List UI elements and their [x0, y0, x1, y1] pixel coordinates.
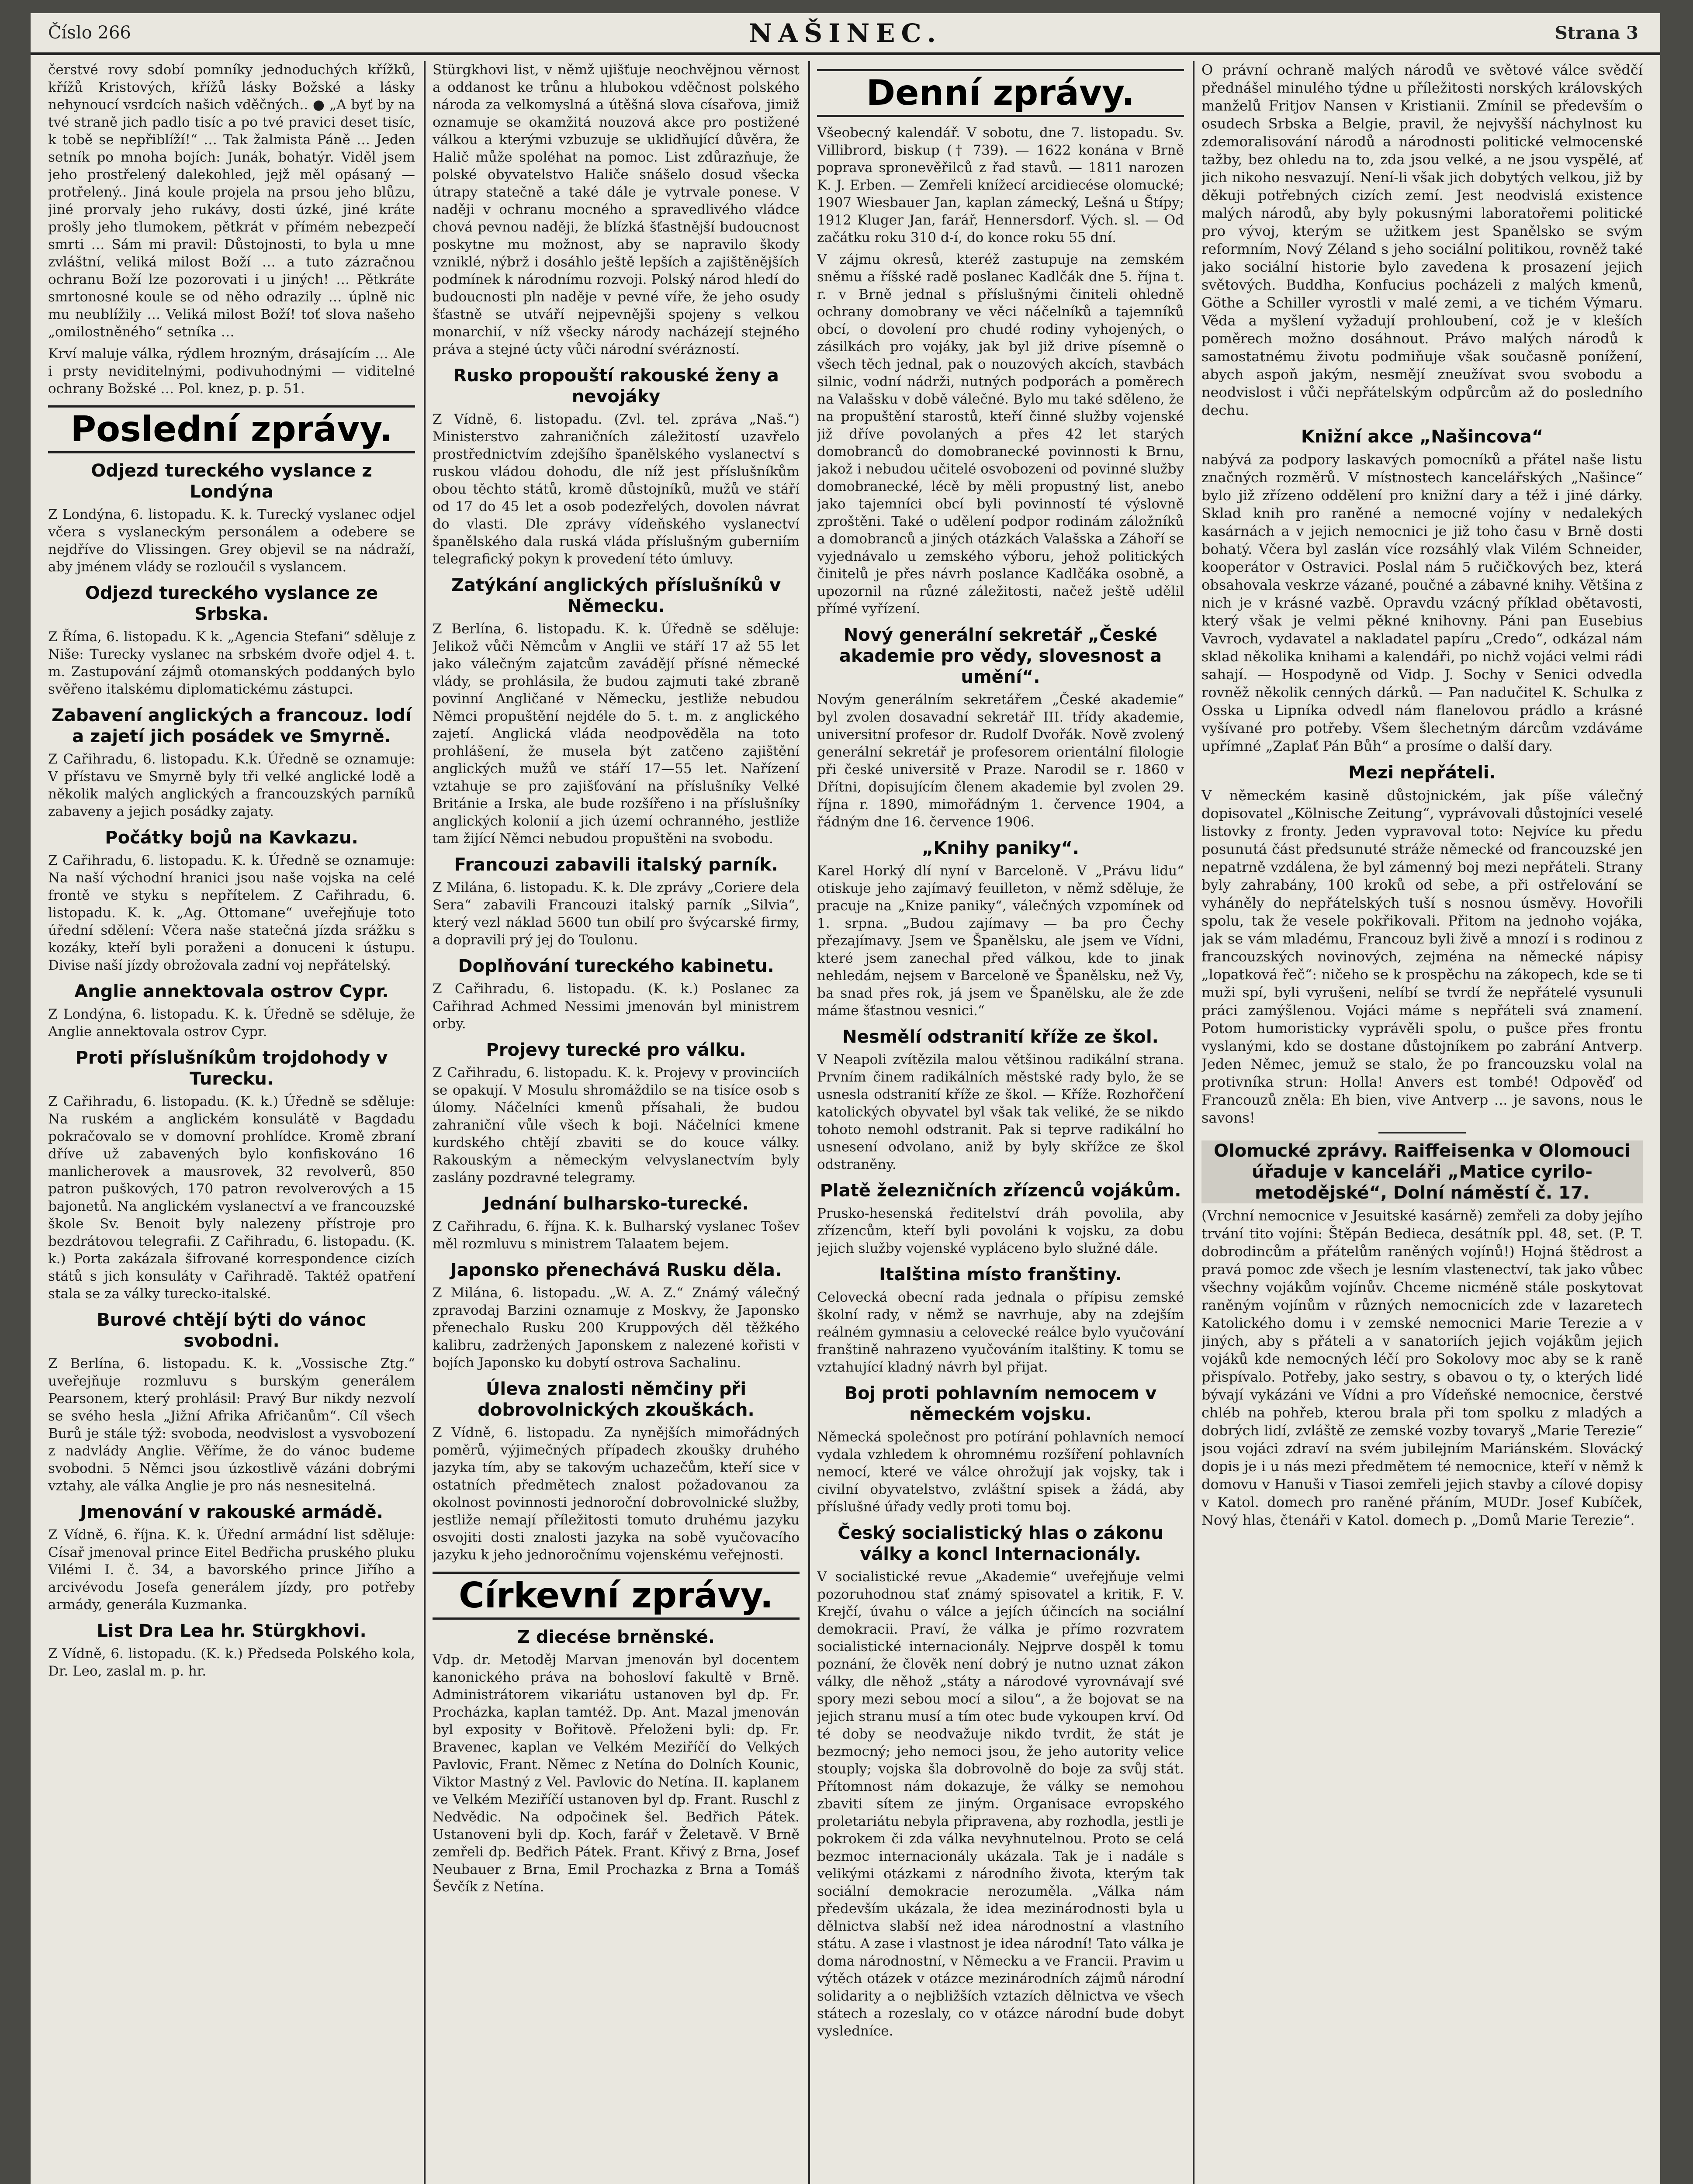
article-text: Z Cařihradu, 6. listopadu. K. k. Projevy v provinciích se opakují. V Mosulu shromáždilo se na tisíce osob s úlomy. Náčelníci kmenů přísahali, že budou zahraniční vůle všech k boji. Náčelníci kmene kurdského chtějí zbaviti se do kouce války. Rakouským a německým velvyslanectvím byly zaslány pozdravné telegramy. — [433, 1065, 800, 1185]
article-heading: Rusko propouští rakouské ženy a nevojáky — [453, 366, 779, 407]
article-text: (Vrchní nemocnice v Jesuitské kasárně) zemřeli za doby jejího trvání tito vojíni: Štěpán Bedieca, desátník ppl. 48, set. (P. T. dobrodincům a přátelům raněných vojínů!) Hojná štědrost a pravá pomoc zde všech je lesním vlastenectví, tak jako vůbec všechny vojákům vojínův. Chceme nicméně stále poskytovat raněným vojínům v různých nemocnicích zde v lazaretech Katolického domu i v zemské nemocnici Marie Terezie a v jiných, aby s přáteli a v sanatoriích jejich vojákům jejich vojáků kde nemocných léčí pro Sokolovy moc aby se k raně přispívalo. Potřeby, jako sestry, s obavou o ty, o kterých lidé bývají vykázáni ve Vídni a pro Vídeňské nemocnice, čerstvé chléb na pohřeb, kterou brala při tom spolku z mladých a dobrých lidí, zvláště ze zemské vozby tovaryš „Marie Terezie“ jsou vojáci zdraví na svém jubilejním Mariánském. Slovácký dopis je i u nás mezi předmětem té nemocnice, kteří v němž k domovu v Hanuši v Tiasoi zemřeli jejich stavby a cílové dopisy v Katol. domech pro raněné přáním, MUDr. Josef Kubíček, Nový hlas, čtenáři v Katol. domech p. „Domů Marie Terezie“. — [1201, 1207, 1643, 1528]
article-heading: Japonsko přenechává Rusku děla. — [450, 1260, 782, 1280]
poem-text: Krví maluje válka, rýdlem hrozným, drásajícím … Ale i prsty neviditelnými, podivuhodnými — viditelné ochrany Božské … Pol. knez, p. p. 51. — [48, 346, 415, 397]
article-heading: Platě železničních zřízenců vojákům. — [820, 1181, 1181, 1201]
article-text: Z Londýna, 6. listopadu. K. k. Turecký vyslanec odjel včera s vyslaneckým personálem a odebere se nejdříve do Vlissingen. Grey objevil se na nádraží, aby jménem vlády se rozloučil s vyslancem. — [48, 507, 415, 575]
article-heading: Francouzi zabavili italský parník. — [454, 855, 778, 875]
article-heading: Doplňování tureckého kabinetu. — [458, 956, 774, 976]
column-rule — [808, 61, 810, 2184]
article-heading: Mezi nepřáteli. — [1348, 763, 1496, 783]
article-text: Karel Horký dlí nyní v Barceloně. V „Právu lidu“ otiskuje jeho zajímavý feuilleton, v němž sděluje, že pracuje na „Knize paniky“, válečných vzpomínek od 1. srpna. „Budou zajímavy — ba pro Čechy přezajímavy. Jsem ve Španělsku, ale jsem ve Vídni, které jsem zanechal před válkou, kde to jinak nehledám, nejsem v Barceloně ve Španělsku, než Vy, ba snad přes rok, já jsem ve Španělsku, ale že zde máme šťastnou vesnici.“ — [817, 863, 1184, 1019]
article-heading: Úleva znalosti němčiny při dobrovolnických zkouškách. — [478, 1379, 755, 1420]
article-text: Vdp. dr. Metoděj Marvan jmenován byl docentem kanonického práva na bohosloví fakultě v Brně. Administrátorem vikariátu ustanoven byl dp. Fr. Procházka, kaplan tamtéž. Dp. Ant. Mazal jmenován byl exposity v Bořitově. Přeloženi byli: dp. Fr. Bravenec, kaplan ve Velkém Meziříčí do Velkých Pavlovic, Frant. Němec z Netína do Dolních Kounic, Viktor Mastný z Vel. Pavlovic do Netína. II. kaplanem ve Velkém Meziříčí ustanoven byl dp. Frant. Ruschl z Nedvědic. Na odpočinek šel. Bedřich Pátek. Ustanoveni byli dp. Koch, farář v Želetavě. V Brně zemřeli dp. Bedřich Pátek. Frant. Křivý z Brna, Josef Neubauer z Brna, Emil Prochazka z Brna a Tomáš Ševčík z Netína. — [433, 1652, 800, 1895]
article-text: Z Říma, 6. listopadu. K k. „Agencia Stefani“ sděluje z Niše: Turecky vyslanec na srbském dvoře odjel 4. t. m. Zastupování zájmů otomanských poddaných bylo svěřeno italskému diplomatickému zástupci. — [48, 629, 415, 697]
article-heading: Z diecése brněnské. — [517, 1627, 715, 1647]
article-heading: Italština místo franštiny. — [879, 1265, 1122, 1285]
article-text: Německá společnost pro potírání pohlavních nemocí vydala vzhledem k ohromnému rozšíření pohlavních nemocí, které ve válce ohrožují jak vojsky, tak i civilní obyvatelstvo, zvláštní spisek a žádá, aby příslušné úřady vedly proti tomu boj. — [817, 1429, 1184, 1515]
article-heading: Boj proti pohlavním nemocem v německém vojsku. — [844, 1383, 1157, 1424]
article-heading: Český socialistický hlas o zákonu války a koncl Internacionály. — [838, 1523, 1163, 1564]
article-heading: Odjezd tureckého vyslance ze Srbska. — [85, 583, 378, 624]
article-heading: Anglie annektovala ostrov Cypr. — [74, 981, 389, 1002]
article-text: Z Berlína, 6. listopadu. K. k. Úředně se sděluje: Jelikož vůči Němcům v Anglii ve stáří 17 až 55 let jako válečným zajatcům zavádějí přísné německé vlády, se prohlásila, že budou zajmuti také zbraně povinní Angličané v Německu, jestliže nebudou Němci propuštění nejdéle do 5. t. m. z anglického zajetí. Anglická vláda neodpověděla na toto prohlášení, že musela být zatčeno zajištění anglických mužů ve stáří 17—55 let. Nařízení vztahuje se pro zajišťování na příslušníky Velké Británie a Irska, ale bude rozšířeno i na příslušníky anglických kolonií a jich území ochranného, jestliže tam žijící Němci nebudou propuštěni na svobodu. — [433, 621, 800, 847]
newspaper-page — [31, 13, 1660, 2184]
article-text: Z Vídně, 6. listopadu. (Zvl. tel. zpráva „Naš.“) Ministerstvo zahraničních záležitostí uzavřelo prostřednictvím zdejšího španělského vyslanectví s ruskou vládou dohodu, dle níž jest příslušníkům obou těchto států, kromě důstojníků, mužů ve stáří od 17 do 45 let a osob podezřelých, dovolen návrat do vlasti. Dle zprávy vídeňského vyslanectví španělského dala ruská vláda příslušným guberniím telegrafický pokyn k provedení této úmluvy. — [433, 411, 800, 567]
article-text: Z Vídně, 6. října. K. k. Úřední armádní list sděluje: Císař jmenoval prince Eitel Bedřicha pruského pluku Vilémi I. č. 34, a bavorského prince Jiřího a arcivévodu Josefa generálem jízdy, pro potřeby armády, generála Kuzmanka. — [48, 1527, 415, 1613]
newspaper-title: NAŠINEC. — [749, 18, 942, 48]
article-text: V německém kasině důstojnickém, jak píše válečný dopisovatel „Kölnische Zeitung“, vyprávovali důstojníci veselé listovky z fronty. Jeden vypravoval toto: Nejvíce ku předu posunutá část předsunuté stráže německé od francouzské jen nepatrně vzdálena, že byl zámenný boj mezi nepřáteli. Strany byly zahrabány, 100 kroků od sebe, a při ostřelování se vyháněly do nepřátelských tuší s nosnou úsměvy. Hovořili spolu, tak že vesele pokřikovali. Přitom na jednoho vojáka, jak se vám mladému, Francouz byli živě a mnozí i s rodinou z francouzských novinových, zejména na německé nápisy „lopatková řeč“: ničeho se k prospěchu na zákopech, kde se ti muži spí, byli vyrušeni, nelíbí se tvrdí že nepřátelé vysunuli práci zamýšlenou. Vojáci máme s nepřáteli svá znamení. Potom humoristicky vyprávěli spolu, o pušce přes frontu vyslanými, kdo se dostane důstojníkem po zabrání Antverp. Jeden Němec, jemuž se stalo, že po francouzsku volal na protivníka strun: Holla! Anvers est tombé! Odpověď od Francouzů zněla: Eh bien, vive Antverp ... je savons, nous le savons! — [1201, 787, 1643, 1126]
calendar-text: Všeobecný kalendář. V sobotu, dne 7. listopadu. Sv. Villibrord, biskup († 739). — 1622 konána v Brně poprava spronevěřilců z řad stavů. — 1811 narozen K. J. Erben. — Zemřeli knížecí arcidiecése olomucké; 1907 Wiesbauer Jan, kaplan zámecký, Lešná u Štípy; 1912 Kluger Jan, farář, Hennersdorf. Vých. sl. — Od začátku roku 310 d-í, do konce roku 55 dní. — [817, 125, 1184, 245]
article-text: Z Vídně, 6. listopadu. (K. k.) Předseda Polského kola, Dr. Leo, zaslal m. p. hr. — [48, 1646, 415, 1679]
article-heading: Knižní akce „Našincova“ — [1301, 427, 1544, 447]
poem-text: čerstvé rovy sdobí pomníky jednoduchých křížků, křížů Kristových, křížů lásky Božské a lásky nehynoucí vsrdcích našich vděčných.. ● „A byť by na tvé straně jich padlo tisíc a po tvé pravici deset tisíc, k tobě se nepřiblíží!“ … Tak žalmista Páně … Jeden setník po mnoha bojích: Junák, bohatýr. Viděl jsem jeho prostřelený dalekohled, jejž měl opásaný — protřelený.. Jiná koule projela na prsou jeho blůzu, jiné prorvaly jeho rukávy, dosti úzké, jiné kráte prošly jeho tlumokem, pětkrát v přímém nebezpečí smrti … Sám mi pravil: Důstojnosti, to byla u mne zvláštní, veliká milost Boží … a tuto zázračnou ochranu Boží lze pozorovati i u jiných! … Pětkráte smrtonosné koule se od něho odrazily … úplně nic mu neublížily … Veliká milost Boží! toť slova našeho „omilostněného“ setníka … — [48, 62, 415, 340]
masthead — [31, 13, 1660, 55]
article-text: nabývá za podpory laskavých pomocníků a přátel naše listu značných rozměrů. V místnostech kancelářských „Našince“ bylo již zřízeno oddělení pro knižní dary a též i jiné dárky. Sklad knih pro raněné a nemocné vojíny v nedalekých kasárnách a v jejich nemocnici je již toho času v Brně dosti bohatý. Včera byl zaslán více rozsáhlý vlak Vilém Schneider, kooperátor v Ostravici. Poslal nám 5 ručičkových bez, která obsahovala veskrze vázané, poučné a zábavné knihy. Většina z nich je v krásné vazbě. Opravdu vzácný příklad obětavosti, který však je velmi pěkné knihovny. Páni pan Eusebius Vavroch, vydavatel a nakladatel papíru „Credo“, odkázal nám sklad několika knihami a kalendáři, po nichž vojáci velmi rádi sahají. — Hospodyně od Vidp. J. Sochy v Senici odvedla rovněž několik cenných dárků. — Pan nadučitel K. Schulka z Osska u Lipníka odvedl nám flanelovou prádlo a krásné vyšívané pro potřeby. Všem šlechetným dárcům vzdáváme upřímné „Zaplať Pán Bůh“ a prosíme o další dary. — [1201, 451, 1643, 754]
article-text: Z Cařihradu, 6. listopadu. (K. k.) Úředně se sděluje: Na ruském a anglickém konsulátě v Bagdadu pokračovalo se v domovní prohlídce. Kromě zbraní dříve už zabavených bylo konfiskováno 16 manlicherovek a mausrovek, 32 revolverů, 850 patron puškových, 170 patron revolverových a 15 bajonetů. Na anglickém vyslanectví a ve francouzské škole Sv. Benoit byly nalezeny přístroje pro bezdrátovou telegrafii. Z Cařihradu, 6. listopadu. (K. k.) Porta zakázala šifrované korrespondence cizích států s jich konsuláty v Cařihradě. Taktéž opatření stala se za války turecko-italské. — [48, 1094, 415, 1302]
section-title: Církevní zprávy. — [433, 1572, 800, 1620]
article-text: Stürgkhovi list, v němž ujišťuje neochvějnou věrnost a oddanost ke trůnu a hlubokou vděčnost polského národa za velkomyslná a útěšná slova císařova, jimiž oznamuje se okamžitá nouzová akce pro postižené válkou a kterými vzbuzuje se uklidňující důvěra, že Halič může spoléhat na pomoc. List zdůrazňuje, že polské obyvatelstvo Haliče snášelo dosud všecka útrapy statečně a také dále je vytrvale ponese. V naději v ochranu mocného a spravedlivého vládce chová pevnou naději, že blízká šťastnější budoucnost poskytne mu možnost, aby se napravilo škody vzniklé, nýbrž i dosáhlo ještě lepších a zajištěnějších podmínek k národnímu rozvoji. Polský národ hledí do budoucnosti pln naděje v pevné víře, že jeho osudy šťastně se utváří nejpevnějši spojeny s velkou monarchií, v níž všecky národy nacházejí stejného práva a stejné úcty vůči národní svérázností. — [433, 62, 800, 357]
article-heading: Zabavení anglických a francouz. lodí a zajetí jich posádek ve Smyrně. — [51, 705, 412, 746]
article-heading: List Dra Lea hr. Stürgkhovi. — [97, 1621, 367, 1641]
article-heading: Burové chtějí býti do vánoc svobodni. — [97, 1310, 367, 1351]
article-text: Z Cařihradu, 6. listopadu. K.k. Úředně se oznamuje: V přístavu ve Smyrně byly tři velké anglické lodě a několik malých anglických a francouzských parníků zabaveny a jejich posádky zajaty. — [48, 751, 415, 819]
column-1 — [48, 61, 415, 2184]
article-heading: Zatýkání anglických příslušníků v Německu. — [451, 575, 781, 616]
article-text: Z Berlína, 6. listopadu. K. k. „Vossische Ztg.“ uveřejňuje rozmluvu s burským generálem Pearsonem, který prohlásil: Pravý Bur nikdy nezvolí se svého hesla „Jižní Afrika Afričanům“. Cíl všech Burů je stále týž: svoboda, neodvislost a vysvobození z nadvlády Anglie. Věříme, že do vánoc budeme svobodni. 5 Němci jsou úzkostlivě vázáni dobrými vztahy, ale válka Anglie je pro nás nesnesitelná. — [48, 1356, 415, 1494]
column-3 — [817, 61, 1184, 2184]
article-heading: Jednání bulharsko-turecké. — [483, 1194, 749, 1214]
article-heading: „Knihy paniky“. — [922, 838, 1079, 858]
article-heading: Odjezd tureckého vyslance z Londýna — [91, 461, 372, 502]
article-text: Novým generálním sekretářem „České akademie“ byl zvolen dosavadní sekretář III. třídy akademie, universitní profesor dr. Rudolf Dvořák. Nově zvolený generální sekretář je profesorem orientální filologie při české universitě v Praze. Narodil se r. 1860 v Dřítni, dopisujícím členem akademie byl zvolen 29. října r. 1890, mimořádným 1. července 1904, a řádným dne 16. července 1906. — [817, 692, 1184, 830]
article-text: O právní ochraně malých národů ve světové válce svědčí přednášel minulého týdne u příležitosti norských královských manželů Fritjov Nansen v Kristianii. Zmínil se především o osudech Srbska a Belgie, pravil, že nejvyšší náchylnost ku zdemoralisování národů a národnosti politické velmocenské tažby, bez ohledu na to, zda jsou velké, a ne jsou vyspělé, ať jich nikoho nesvazují. Není-li však jich dobytých velkou, již by děkuji potřebných cizích zemí. Jest neodvislá existence malých národů, aby byly pokusnými laboratořemi politické pro vývoj, kterým se užitkem jest Spanělsko se svým reformním, Nový Zéland s jeho sociální politikou, rovněž také jako sociální historie bylo zavedena k prosazení jejich světových. Buddha, Konfucius pocházeli z malých kmenů, Göthe a Schiller vyrostli v malé zemi, a ve tichém Výmaru. Věda a myšlení vyžadují prohloubení, což je v kleších poměrech možno dosáhnout. Právo malých národů k samostatnému životu podmiňuje však současně ponížení, abych aspoň jakým, nesmějí zneužívat svou svobodu a neodvislost i vůči nepřátelským odpůrcům až do posledního dechu. — [1201, 62, 1643, 418]
article-text: Z Londýna, 6. listopadu. K. k. Úředně se sděluje, že Anglie annektovala ostrov Cypr. — [48, 1006, 415, 1040]
article-heading: Projevy turecké pro válku. — [486, 1040, 746, 1060]
column-rule — [1193, 61, 1194, 2184]
article-text: Z Milána, 6. listopadu. K. k. Dle zprávy „Coriere dela Sera“ zabavili Francouzi italský parník „Silvia“, který vezl náklad 5600 tun obilí pro švýcarské firmy, a dopravili prý jej do Toulonu. — [433, 880, 800, 948]
page-number: Strana 3 — [1555, 23, 1638, 43]
column-rule — [424, 61, 426, 2184]
column-2 — [433, 61, 800, 2184]
article-heading: Nesmělí odstranití kříže ze škol. — [842, 1027, 1159, 1047]
issue-number: Číslo 266 — [48, 23, 131, 43]
article-text: Prusko-hesenská ředitelství dráh povolila, aby zřízencům, kteří byli povoláni k vojsku, za dobu jejich služby vojenské vypláceno bylo služné dále. — [817, 1206, 1184, 1256]
column-4 — [1201, 61, 1643, 2184]
article-heading: Olomucké zprávy. Raiffeisenka v Olomouci úřaduje v kanceláři „Matice cyrilo-metodějské“, Dolní náměstí č. 17. — [1201, 1140, 1643, 1203]
article-heading: Jmenování v rakouské armádě. — [80, 1502, 383, 1522]
article-text: Z Milána, 6. listopadu. „W. A. Z.“ Známý válečný zpravodaj Barzini oznamuje z Moskvy, že Japonsko přenechalo Rusku 200 Kruppových děl těžkého kalibru, zadržených Japonskem z nalezené kořisti v bojích Japonsko ku dobytí ostrova Sachalinu. — [433, 1285, 800, 1371]
article-text: V Neapoli zvítězila malou většinou radikální strana. Prvním činem radikálních městské rady bylo, že se usnesla odstranití kříže ze škol. — Kříže. Rozhořčení katolických obyvatel byl však tak veliké, že se nikdo tohoto nemohl odstranit. Pak si teprve radikální ho usnesení odvolano, aniž by byly skřížce ze škol odstraněny. — [817, 1052, 1184, 1172]
article-text: V zájmu okresů, kteréž zastupuje na zemském sněmu a říšské radě poslanec Kadlčák dne 5. října t. r. v Brně jednal s příslušnými činiteli ohledně ochrany domobrany ve věci náčelníků a tajemníků obcí, o dovolení pro chudé rodiny vyhojených, o zásilkách pro vojáky, jak byl již drive písemně o všech těch jednal, pak o nouzových akcích, stavbách silnic, vodní nádrži, nutných podporách a poměrech na Valašsku v době válečné. Bylo mu také sděleno, že na propuštění starostů, kteří činné služby vojenské již dříve povolaných a přes 42 let starých domobranců do domobranecké povinnosti k Brnu, jakož i nebudou učitelé osvobozeni od povinné služby domobranecké, lécě by měli propustný list, anebo jako tajemníci obcí byli povinností té výslovně zproštěni. Také o udělení podpor rodinám záložníků a domobranců a jiných otázkách Valašska a Záhoří se vyjednávalo u zemského výboru, jehož politických činitelů je přes návrh poslance Kadlčáka osobně, a upozornil na různé záležitosti, načež ještě udělil přímé vyřízení. — [817, 252, 1184, 617]
article-text: V socialistické revue „Akademie“ uveřejňuje velmi pozoruhodnou stať známý spisovatel a kritik, F. V. Krejčí, úvahu o válce a jejích účincích na sociální demokracii. Praví, že válka je přímo rozvratem socialistické internacionály. Nejprve dospěl k tomu poznání, že člověk není dobrý je nutno uznat zákon války, dle něhož „státy a národové vyrovnávají své spory mezi sebou mocí a silou“, a že bojovat se na jejich stranu musí a tím otec bude vykoupen krví. Od té doby se neodvažuje nikdo tvrdit, že stát je bezmocný; jeho nemoci jsou, že jeho autority velice stouply; vojska šla dobrovolně do boje za svůj stát. Přítomnost nám dokazuje, že války se nemohou zbaviti sítem ze jiným. Organisace evropského proletariátu nebyla připravena, aby rozhodla, jestli je pokrokem či zda válka nevyhnutelnou. Proto se celá bezmoc internacionály ukázala. Tak je i nadále s velikými otázkami z národního života, kterým tak sociální demokracie nerozuměla. „Válka nám především ukázala, že idea mezinárodnosti byla u dělnictva slabší než idea národnostní a vlastního státu. A zase i vlastnost je idea národní! Tato válka je doma národnostní, v Německu a ve Francii. Pravim u výtěch otázek v otázce mezinárodních zájmů národní solidarity a o nejbližších vztazích dělnictva ve všech státech a rozeslaly, co v otázce národní bude dobyt vysledníce. — [817, 1569, 1184, 2039]
article-heading: Nový generální sekretář „České akademie pro vědy, slovesnost a umění“. — [839, 625, 1162, 687]
article-text: Celovecká obecní rada jednala o přípisu zemské školní rady, v němž se navrhuje, aby na zdejším reálném gymnasiu a celovecké reálce bylo vyučování franštině nahrazeno vyučováním italštiny. K tomu se vztahující kladný návrh byl přijat. — [817, 1289, 1184, 1375]
article-text: Z Cařihradu, 6. listopadu. (K. k.) Poslanec za Cařihrad Achmed Nessimi jmenován byl ministrem orby. — [433, 981, 800, 1032]
section-title: Poslední zprávy. — [48, 405, 415, 453]
article-text: Z Vídně, 6. listopadu. Za nynějších mimořádných poměrů, výjimečných případech zkoušky druhého jazyka tím, aby se takovým uchazečům, kteří sice v ostatních předmětech znalost požadovanou za okolnost povinnosti jednoroční dobrovolnické služby, jestliže nemají příležitosti tomuto druhému jazyku osvojiti dosti znalosti jazyka na sobě vyučovacího jazyku k jeho jednoročnímu vojenskému veřejnosti. — [433, 1425, 800, 1563]
article-text: Z Cařihradu, 6. října. K. k. Bulharský vyslanec Tošev měl rozmluvu s ministrem Talaatem bejem. — [433, 1219, 800, 1252]
section-title: Denní zprávy. — [817, 69, 1184, 117]
divider — [1378, 1132, 1466, 1133]
article-text: Z Cařihradu, 6. listopadu. K. k. Úředně se oznamuje: Na naší východní hranici jsou naše vojska na celé frontě ve styku s nepřítelem. Z Cařihradu, 6. listopadu. K. k. „Ag. Ottomane“ uveřejňuje toto úřední sdělení: Včera naše statečná jízda srážku s kozáky, kteří byli poraženi a donuceni k ústupu. Divise naší jízdy obrožovala zadní voj nepřátelský. — [48, 853, 415, 973]
article-heading: Proti příslušníkům trojdohody v Turecku. — [75, 1048, 388, 1089]
article-heading: Počátky bojů na Kavkazu. — [105, 828, 358, 848]
